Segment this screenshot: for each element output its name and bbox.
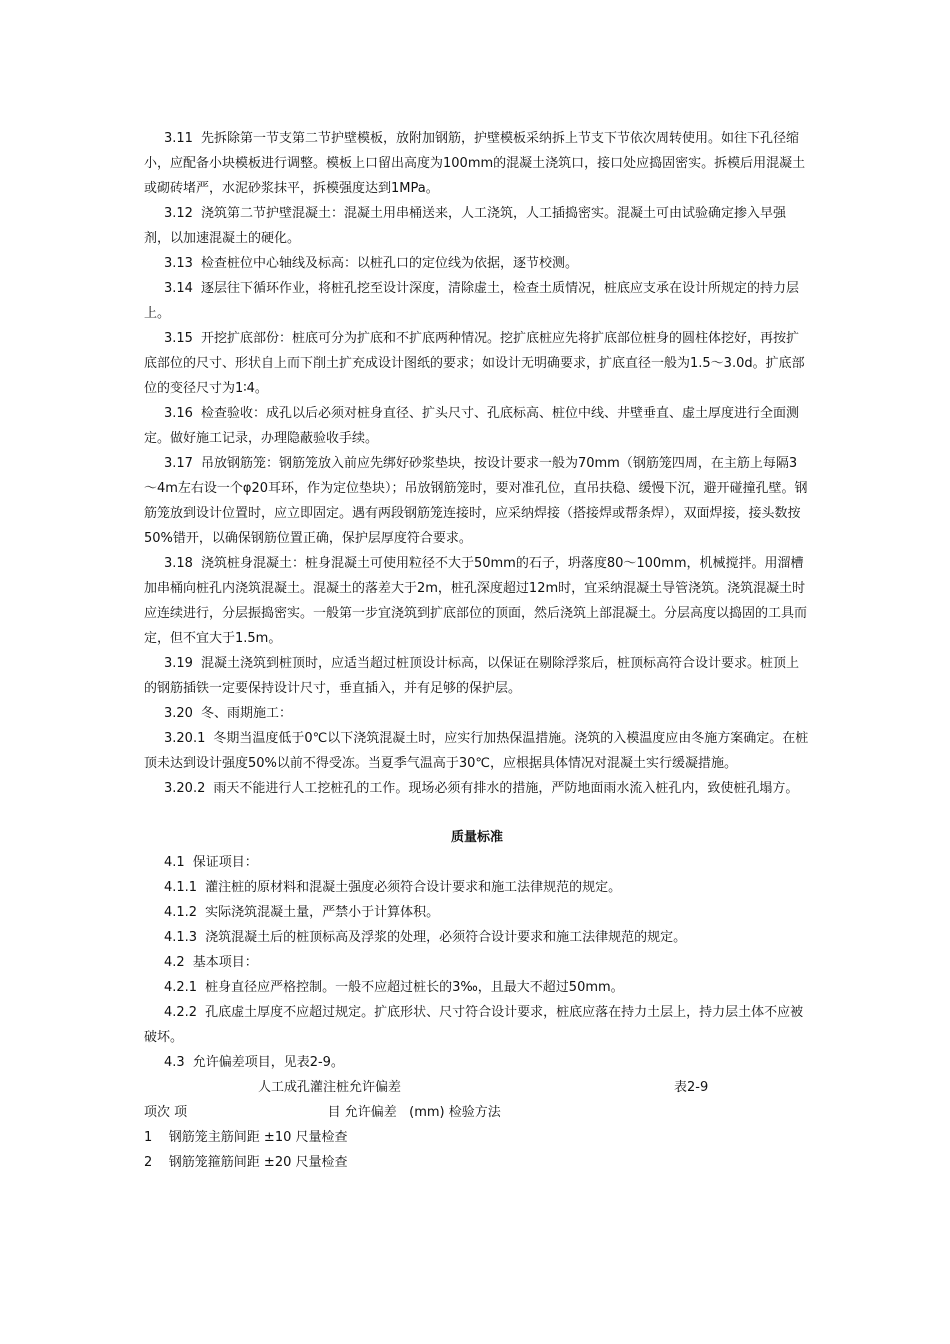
table-row-text: 1 钢筋笼主筋间距 ±10 尺量检查 bbox=[144, 1130, 348, 1145]
table-header bbox=[144, 1100, 810, 1125]
section-3-paragraph bbox=[144, 726, 810, 776]
clause-number: 3.13 bbox=[164, 256, 193, 271]
section-4-paragraph bbox=[144, 850, 810, 875]
section-4-paragraph bbox=[144, 950, 810, 975]
clause-number: 3.16 bbox=[164, 406, 193, 421]
table-title: 人工成孔灌注桩允许偏差 bbox=[258, 1080, 402, 1095]
clause-number: 3.20.1 bbox=[164, 731, 206, 746]
clause-text: 开挖扩底部份：桩底可分为扩底和不扩底两种情况。挖扩底桩应先将扩底部位桩身的圆柱体挖好，再按扩底部位的尺寸、形状自上而下削土扩充成设计图纸的要求；如设计无明确要求，扩底直径一般为1.5～3.0d。扩底部位的变径尺寸为1∶4。 bbox=[144, 331, 805, 396]
clause-text: 检查验收：成孔以后必须对桩身直径、扩头尺寸、孔底标高、桩位中线、井壁垂直、虚土厚度进行全面测定。做好施工记录，办理隐蔽验收手续。 bbox=[144, 406, 799, 446]
table-row-text: 2 钢筋笼箍筋间距 ±20 尺量检查 bbox=[144, 1155, 348, 1170]
clause-number: 4.1 bbox=[164, 855, 185, 870]
section-3-paragraph bbox=[144, 551, 810, 651]
section-3-paragraph bbox=[144, 401, 810, 451]
clause-text: 浇筑第二节护壁混凝土：混凝土用串桶送来，人工浇筑，人工插捣密实。混凝土可由试验确定掺入早强剂，以加速混凝土的硬化。 bbox=[144, 206, 786, 246]
section-3-paragraph bbox=[144, 251, 810, 276]
section-3-paragraph bbox=[144, 201, 810, 251]
section-3-paragraph bbox=[144, 126, 810, 201]
clause-text: 保证项目： bbox=[192, 855, 258, 870]
clause-number: 3.12 bbox=[164, 206, 193, 221]
section-3-paragraph bbox=[144, 326, 810, 401]
clause-number: 4.2 bbox=[164, 955, 185, 970]
clause-number: 3.19 bbox=[164, 656, 193, 671]
table-number: 表2-9 bbox=[674, 1080, 709, 1095]
clause-number: 3.15 bbox=[164, 331, 193, 346]
clause-number: 3.11 bbox=[164, 131, 193, 146]
clause-text: 雨天不能进行人工挖桩孔的工作。现场必须有排水的措施，严防地面雨水流入桩孔内，致使桩孔塌方。 bbox=[213, 781, 799, 796]
clause-text: 吊放钢筋笼：钢筋笼放入前应先绑好砂浆垫块，按设计要求一般为70mm（钢筋笼四周，在主筋上每隔3～4m左右设一个φ20耳环，作为定位垫块）；吊放钢筋笼时，要对准孔位，直吊扶稳、缓慢下沉，避开碰撞孔壁。钢筋笼放到设计位置时，应立即固定。遇有两段钢筋笼连接时，应采纳焊接（搭接焊或帮条焊），双面焊接，接头数按50%错开，以确保钢筋位置正确，保护层厚度符合要求。 bbox=[144, 456, 808, 546]
clause-text: 冬、雨期施工： bbox=[200, 706, 292, 721]
clause-number: 3.17 bbox=[164, 456, 193, 471]
clause-number: 4.1.1 bbox=[164, 880, 198, 895]
section-4-paragraph bbox=[144, 975, 810, 1000]
section-3-paragraph bbox=[144, 776, 810, 801]
clause-text: 检查桩位中心轴线及标高：以桩孔口的定位线为依据，逐节校测。 bbox=[200, 256, 578, 271]
clause-text: 孔底虚土厚度不应超过规定。扩底形状、尺寸符合设计要求，桩底应落在持力土层上，持力层土体不应被破坏。 bbox=[144, 1005, 804, 1045]
clause-number: 3.20.2 bbox=[164, 781, 206, 796]
clause-text: 浇筑混凝土后的桩顶标高及浮浆的处理，必须符合设计要求和施工法律规范的规定。 bbox=[205, 930, 687, 945]
clause-text: 桩身直径应严格控制。一般不应超过桩长的3‰，且最大不超过50mm。 bbox=[205, 980, 624, 995]
document-body bbox=[144, 126, 810, 1175]
section-4-paragraph bbox=[144, 925, 810, 950]
clause-number: 4.2.1 bbox=[164, 980, 198, 995]
clause-text: 逐层往下循环作业，将桩孔挖至设计深度，清除虚土，检查土质情况，桩底应支承在设计所规定的持力层上。 bbox=[144, 281, 799, 321]
section-4-paragraph bbox=[144, 1050, 810, 1075]
clause-number: 3.18 bbox=[164, 556, 193, 571]
table-row bbox=[144, 1150, 810, 1175]
table-caption bbox=[144, 1075, 810, 1100]
section-4-quality-items bbox=[144, 850, 810, 1075]
section-3-paragraph bbox=[144, 276, 810, 326]
section-4-paragraph bbox=[144, 900, 810, 925]
clause-text: 混凝土浇筑到桩顶时，应适当超过桩顶设计标高，以保证在剔除浮浆后，桩顶标高符合设计要求。桩顶上的钢筋插铁一定要保持设计尺寸，垂直插入，并有足够的保护层。 bbox=[144, 656, 799, 696]
table-header-text: 项次 项 目 允许偏差 (mm) 检验方法 bbox=[144, 1105, 501, 1120]
clause-text: 灌注桩的原材料和混凝土强度必须符合设计要求和施工法律规范的规定。 bbox=[205, 880, 622, 895]
clause-number: 4.1.2 bbox=[164, 905, 198, 920]
clause-text: 允许偏差项目，见表2-9。 bbox=[192, 1055, 344, 1070]
clause-text: 先拆除第一节支第二节护壁模板，放附加钢筋，护壁模板采纳拆上节支下节依次周转使用。如往下孔径缩小，应配备小块模板进行调整。模板上口留出高度为100mm的混凝土浇筑口，接口处应捣固密实。拆模后用混凝土或砌砖堵严，水泥砂浆抹平，拆模强度达到1MPa。 bbox=[144, 131, 806, 196]
clause-text: 冬期当温度低于0℃以下浇筑混凝土时，应实行加热保温措施。浇筑的入模温度应由冬施方案确定。在桩顶未达到设计强度50%以前不得受冻。当夏季气温高于30℃，应根据具体情况对混凝土实行缓凝措施。 bbox=[144, 731, 809, 771]
section-3-paragraph bbox=[144, 451, 810, 551]
clause-number: 3.14 bbox=[164, 281, 193, 296]
section-heading-quality-standards: 质量标准 bbox=[450, 830, 503, 845]
clause-text: 基本项目： bbox=[192, 955, 258, 970]
clause-number: 4.2.2 bbox=[164, 1005, 198, 1020]
table-row bbox=[144, 1125, 810, 1150]
section-4-paragraph bbox=[144, 875, 810, 900]
clause-number: 4.1.3 bbox=[164, 930, 198, 945]
clause-text: 浇筑桩身混凝土：桩身混凝土可使用粒径不大于50mm的石子，坍落度80～100mm，机械搅拌。用溜槽加串桶向桩孔内浇筑混凝土。混凝土的落差大于2m，桩孔深度超过12m时，宜采纳混凝土导管浇筑。浇筑混凝土时应连续进行，分层振捣密实。一般第一步宜浇筑到扩底部位的顶面，然后浇筑上部混凝土。分层高度以捣固的工具而定，但不宜大于1.5m。 bbox=[144, 556, 808, 646]
section-4-paragraph bbox=[144, 1000, 810, 1050]
clause-number: 4.3 bbox=[164, 1055, 185, 1070]
clause-text: 实际浇筑混凝土量，严禁小于计算体积。 bbox=[205, 905, 440, 920]
section-3-paragraph bbox=[144, 701, 810, 726]
clause-number: 3.20 bbox=[164, 706, 193, 721]
section-3-construction-steps bbox=[144, 126, 810, 801]
section-3-paragraph bbox=[144, 651, 810, 701]
